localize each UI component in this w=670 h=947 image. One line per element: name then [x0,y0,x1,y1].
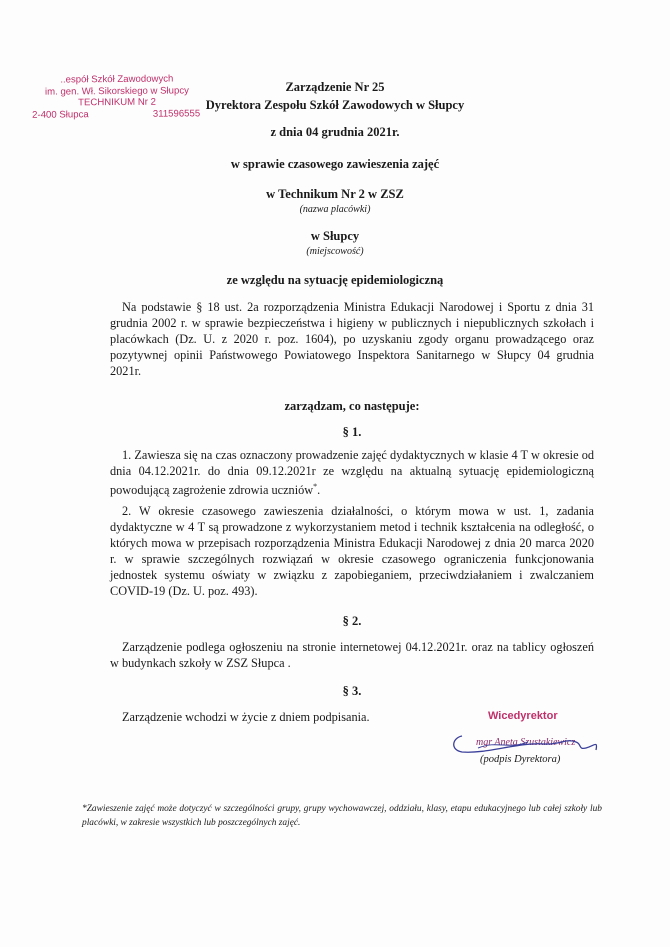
section-2-heading: § 2. [342,614,362,628]
paragraph-2 [110,503,594,599]
stamp-line: ..espół Szkół Zawodowych [60,73,174,86]
intro-text: Na podstawie § 18 ust. 2a rozporządzenia Ministra Edukacji Narodowej i Sportu z dnia 31 grudnia 2002 r. w sprawie bezpieczeństwa i higieny w publicznych i niepublicznych szkołach i placówkach (Dz. U. z 2020 r. poz. 1604), po uzyskaniu zgody organu prowadzącego oraz pozytywnej opinii Państwowego Powiatowego Inspektora Sanitarnego w Słupcy 04 grudnia 2021r. [110,300,594,378]
paragraph-1-end: . [317,483,321,498]
stamp-address: 2-400 Słupca [32,108,89,121]
section-1-heading: § 1. [342,425,362,439]
paragraph-1-body: 1. Zawiesza się na czas oznaczony prowadzenie zajęć dydaktycznych w klasie 4 T w okresie od dnia 04.12.2021r. do dnia 09.12.2021r ze względu na aktualną sytuację epidemiologiczną powodującą zagrożenie zdrowia uczniów [110,448,594,498]
school-note: (nazwa placówki) [299,204,371,215]
paragraph-3 [110,639,594,671]
document-reason: ze względu na sytuację epidemiologiczną [226,273,444,287]
paragraph-4-text: Zarządzenie wchodzi w życie z dniem podpisania. [122,710,370,724]
document-title: Zarządzenie Nr 25 [285,80,385,94]
signature-role-stamp: Wicedyrektor [488,710,558,722]
footnote-mark: * [313,482,318,491]
decree-heading: zarządzam, co następuje: [284,399,420,413]
document-subject: w sprawie czasowego zawieszenia zajęć [230,157,440,171]
paragraph-1 [110,447,594,498]
footnote: *Zawieszenie zajęć może dotyczyć w szczególności grupy, grupy wychowawczej, oddziału, klasy, etapu edukacyjnego lub całej szkoły lub placówki, w zakresie wszystkich lub poszczególnych zajęć. [82,804,602,828]
place-name: w Słupcy [310,229,360,243]
paragraph-4 [110,709,410,725]
place-note: (miejscowość) [306,246,364,257]
paragraph-3-text: Zarządzenie podlega ogłoszeniu na stronie internetowej 04.12.2021r. oraz na tablicy ogłoszeń w budynkach szkoły w ZSZ Słupca . [110,640,594,670]
signature-caption: (podpis Dyrektora) [480,754,561,765]
stamp-phone: 311596555 [152,107,201,120]
document-issuer: Dyrektora Zespołu Szkół Zawodowych w Słupcy [205,98,465,112]
paragraph-2-text: 2. W okresie czasowego zawieszenia działalności, o którym mowa w ust. 1, zadania dydaktyczne w 4 T są prowadzone z wykorzystaniem metod i technik kształcenia na odległość, o których mowa w przepisach rozporządzenia Ministra Edukacji Narodowej z dnia 20 marca 2020 r. w sprawie szczególnych rozwiązań w okresie czasowego ograniczenia funkcjonowania jednostek systemu oświaty w związku z zapobieganiem, przeciwdziałaniem i zwalczaniem COVID-19 (Dz. U. poz. 493). [110,504,594,598]
school-name: w Technikum Nr 2 w ZSZ [266,187,404,201]
signature-name-stamp: mgr Aneta Szustakiewicz [476,737,576,748]
document-date: z dnia 04 grudnia 2021r. [270,125,400,139]
intro-paragraph [110,299,594,379]
stamp-line: im. gen. Wł. Sikorskiego w Słupcy [44,84,189,98]
paragraph-1-text [110,447,594,498]
section-3-heading: § 3. [342,684,362,698]
stamp-line: TECHNIKUM Nr 2 [78,96,157,109]
